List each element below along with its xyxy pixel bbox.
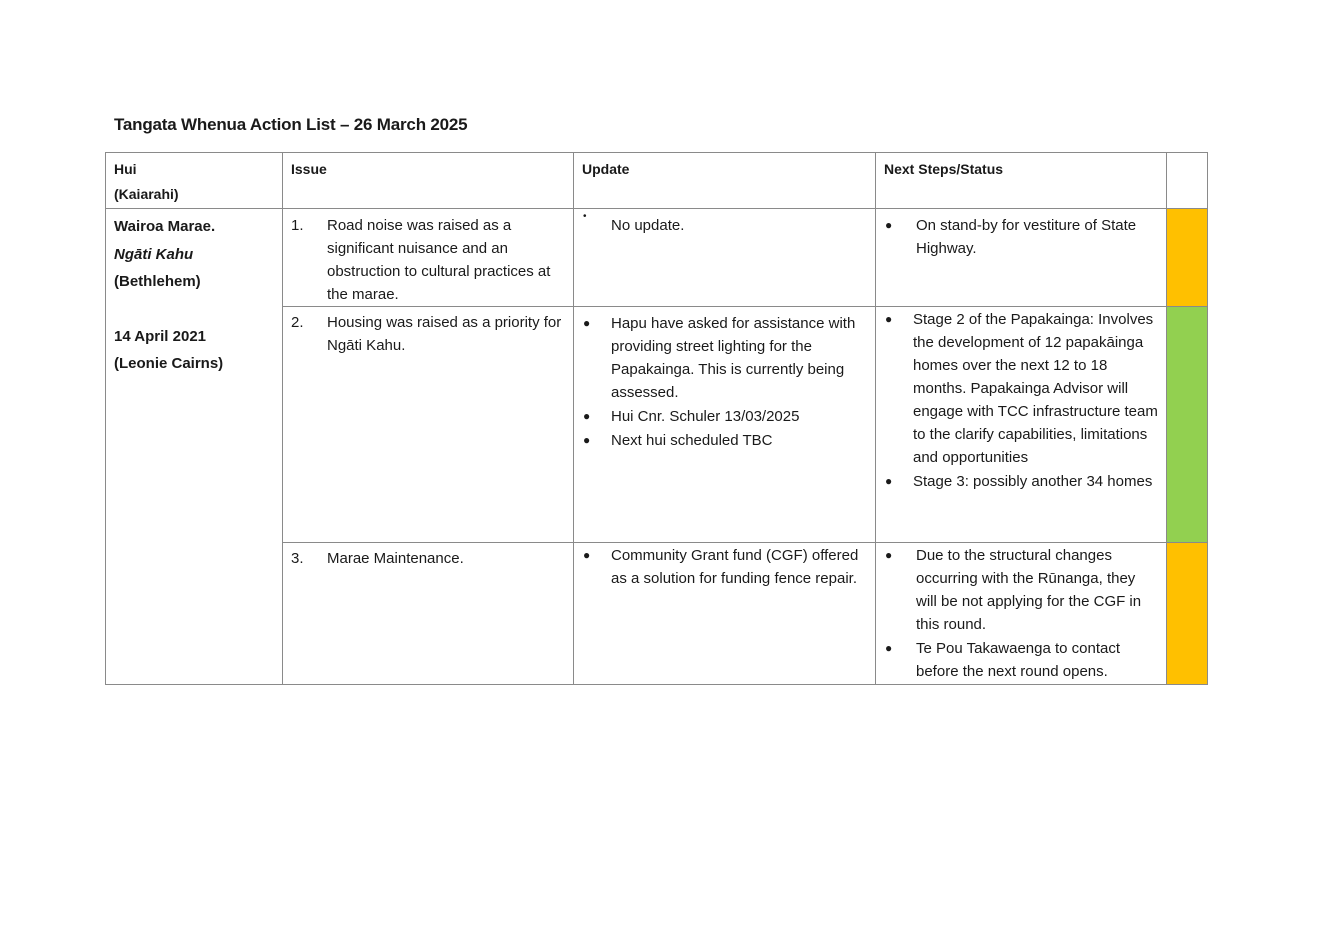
next-step-item: ● Te Pou Takawaenga to contact before the next round opens. [885, 640, 1121, 680]
next-step-item: ● On stand-by for vestiture of State Highway. [885, 217, 1137, 257]
update-item: • No update. [583, 211, 685, 234]
header-update: Update [574, 153, 876, 209]
next-steps-cell [876, 307, 1167, 543]
marae-name: Wairoa Marae. [114, 218, 216, 235]
status-indicator-amber [1167, 209, 1208, 307]
update-cell [574, 209, 876, 307]
hui-cell [106, 209, 283, 685]
next-steps-cell [876, 543, 1167, 685]
iwi-name: Ngāti Kahu [114, 245, 194, 263]
hui-location: (Bethlehem) [114, 273, 201, 290]
update-item: ● Hapu have asked for assistance with providing street lighting for the Papakainga. This is currently being assessed. [583, 315, 856, 401]
table-header-row [106, 153, 1208, 209]
status-indicator-green [1167, 307, 1208, 543]
next-step-item: ● Stage 2 of the Papakainga: Involves the development of 12 papakāinga homes over the next 12 to 18 months. Papakainga Advisor will engage with TCC infrastructure team to the clarify capabilities, limitations and opportunities [885, 311, 1158, 466]
update-item: ● Community Grant fund (CGF) offered as a solution for funding fence repair. [583, 547, 859, 587]
update-cell [574, 543, 876, 685]
action-list-table [105, 152, 1208, 685]
header-next-steps: Next Steps/Status [876, 153, 1167, 209]
issue-text: Road noise was raised as a significant nuisance and an obstruction to cultural practices at the marae. [327, 217, 551, 303]
issue-number: 2. [291, 314, 304, 331]
header-hui-label: Hui [114, 161, 137, 177]
issue-cell [283, 307, 574, 543]
update-item: ● Hui Cnr. Schuler 13/03/2025 [583, 408, 800, 425]
status-indicator-amber [1167, 543, 1208, 685]
issue-number: 3. [291, 550, 304, 567]
issue-text: Marae Maintenance. [327, 550, 464, 567]
issue-text: Housing was raised as a priority for Ngāti Kahu. [327, 314, 562, 354]
document-title: Tangata Whenua Action List – 26 March 2025 [114, 115, 468, 134]
header-kaiarahi-label: (Kaiarahi) [114, 186, 179, 202]
issue-number: 1. [291, 217, 304, 234]
hui-date: 14 April 2021 [114, 327, 206, 345]
kaiarahi-name: (Leonie Cairns) [114, 355, 224, 372]
next-step-item: ● Stage 3: possibly another 34 homes [885, 473, 1153, 490]
update-cell [574, 307, 876, 543]
update-item: ● Next hui scheduled TBC [583, 432, 773, 449]
header-status [1167, 153, 1208, 209]
next-steps-cell [876, 209, 1167, 307]
table-row [106, 209, 1208, 307]
issue-cell [283, 543, 574, 685]
issue-cell [283, 209, 574, 307]
header-issue: Issue [283, 153, 574, 209]
header-hui [106, 153, 283, 209]
next-step-item: ● Due to the structural changes occurring with the Rūnanga, they will be not applying for the CGF in this round. [885, 547, 1142, 633]
